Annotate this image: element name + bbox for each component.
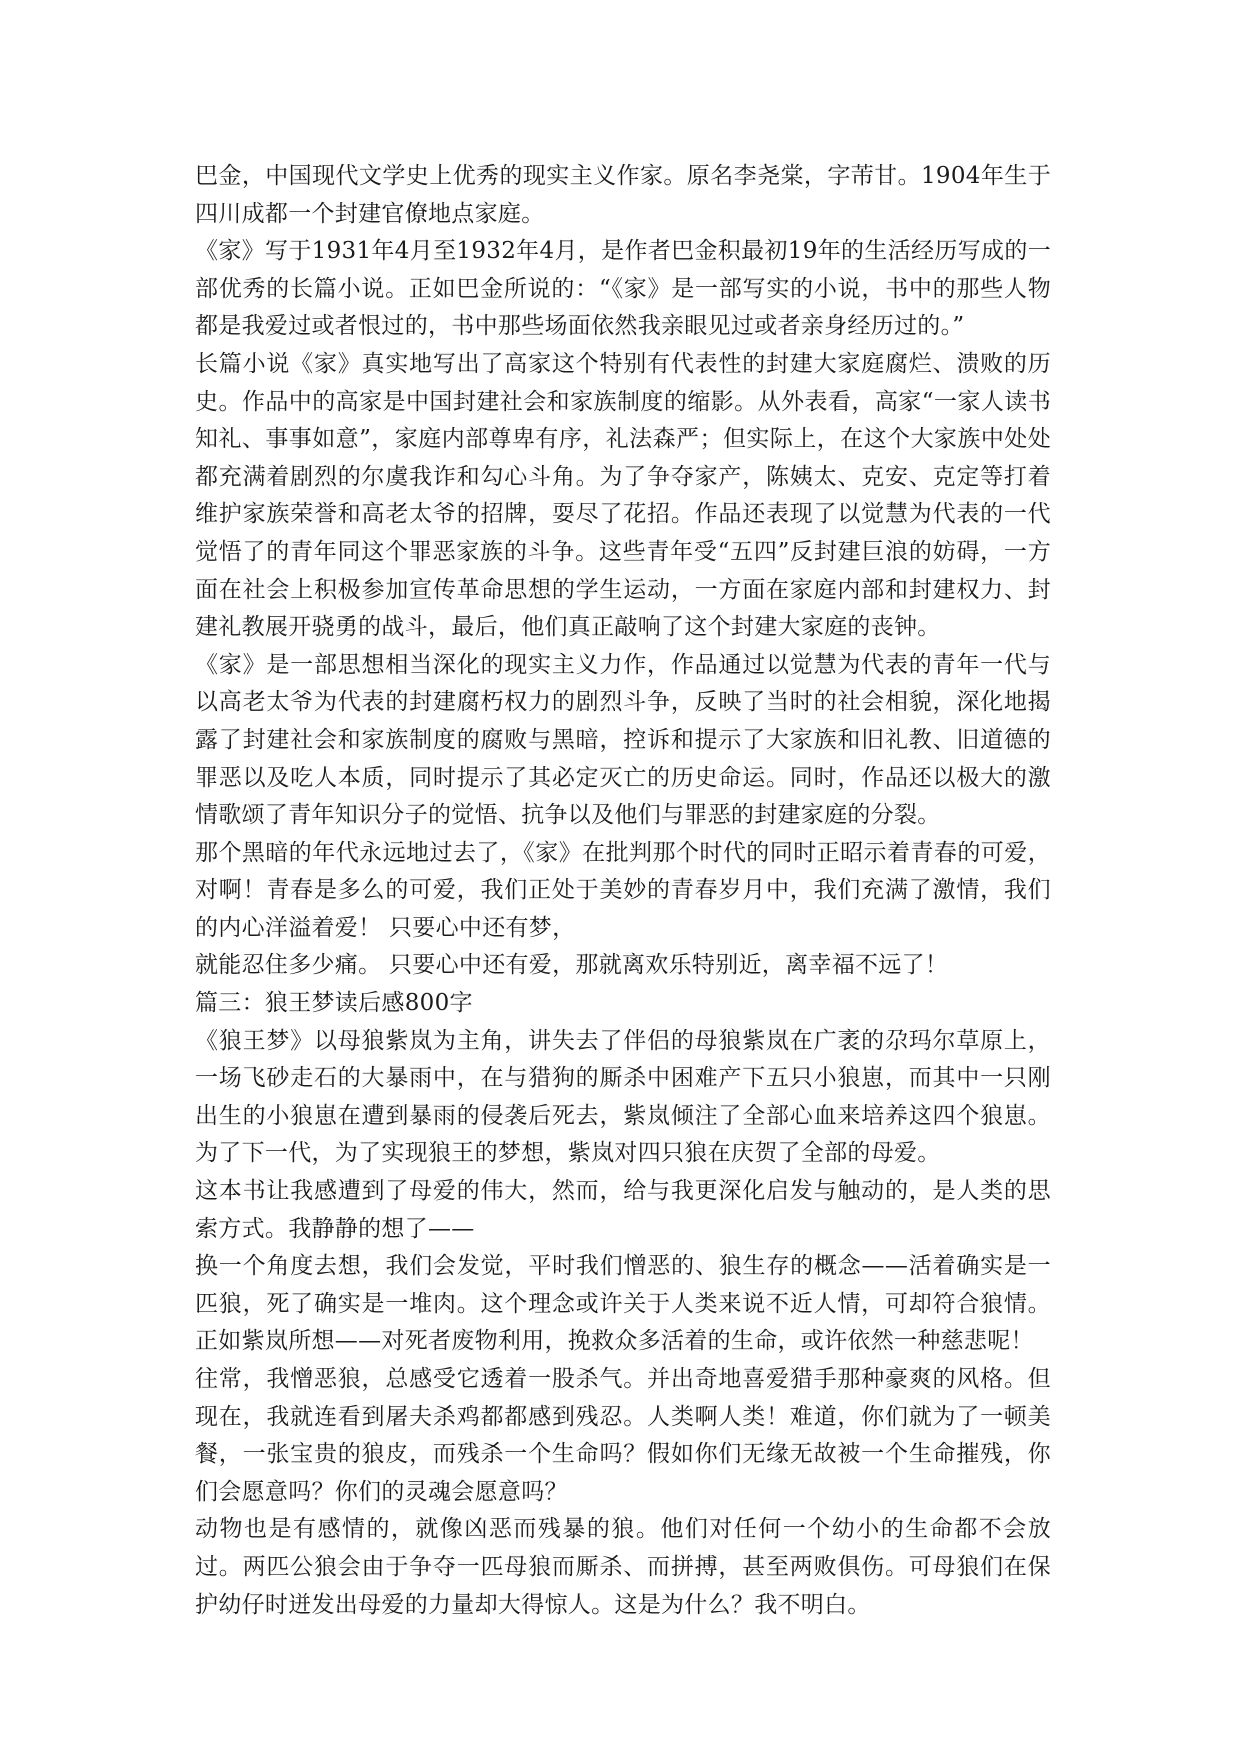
paragraph: 《家》写于1931年4月至1932年4月，是作者巴金积最初19年的生活经历写成的一部优秀的长篇小说。正如巴金所说的：“《家》是一部写实的小说，书中的那些人物都是我爱过或者恨过的，书中那些场面依然我亲眼见过或者亲身经历过的。”	[195, 238, 1051, 340]
paragraph: 这本书让我感遭到了母爱的伟大，然而，给与我更深化启发与触动的，是人类的思索方式。我静静的想了——	[195, 1178, 1051, 1242]
paragraph: 巴金，中国现代文学史上优秀的现实主义作家。原名李尧棠，字芾甘。1904年生于四川成都一个封建官僚地点家庭。	[195, 163, 1051, 227]
document-body	[195, 158, 1051, 1624]
paragraph: 换一个角度去想，我们会发觉，平时我们憎恶的、狼生存的概念——活着确实是一匹狼，死了确实是一堆肉。这个理念或许关于人类来说不近人情，可却符合狼情。正如紫岚所想——对死者废物利用，挽救众多活着的生命，或许依然一种慈悲呢！	[195, 1253, 1051, 1355]
paragraph: 《狼王梦》以母狼紫岚为主角，讲失去了伴侣的母狼紫岚在广袤的尕玛尔草原上，一场飞砂走石的大暴雨中，在与猎狗的厮杀中困难产下五只小狼崽，而其中一只刚出生的小狼崽在遭到暴雨的侵袭后死去，紫岚倾注了全部心血来培养这四个狼崽。为了下一代，为了实现狼王的梦想，紫岚对四只狼在庆贺了全部的母爱。	[195, 1027, 1051, 1167]
paragraph: 《家》是一部思想相当深化的现实主义力作，作品通过以觉慧为代表的青年一代与以高老太爷为代表的封建腐朽权力的剧烈斗争，反映了当时的社会相貌，深化地揭露了封建社会和家族制度的腐败与黑暗，控诉和提示了大家族和旧礼教、旧道德的罪恶以及吃人本质，同时提示了其必定灭亡的历史命运。同时，作品还以极大的激情歌颂了青年知识分子的觉悟、抗争以及他们与罪恶的封建家庭的分裂。	[195, 651, 1051, 829]
paragraph: 那个黑暗的年代永远地过去了，《家》在批判那个时代的同时正昭示着青春的可爱，对啊！青春是多么的可爱，我们正处于美妙的青春岁月中，我们充满了激情，我们的内心洋溢着爱！ 只要心中还有梦，	[195, 839, 1051, 941]
paragraph: 长篇小说《家》真实地写出了高家这个特别有代表性的封建大家庭腐烂、溃败的历史。作品中的高家是中国封建社会和家族制度的缩影。从外表看，高家“一家人读书知礼、事事如意”，家庭内部尊卑有序，礼法森严；但实际上，在这个大家族中处处都充满着剧烈的尔虞我诈和勾心斗角。为了争夺家产，陈姨太、克安、克定等打着维护家族荣誉和高老太爷的招牌，耍尽了花招。作品还表现了以觉慧为代表的一代觉悟了的青年同这个罪恶家族的斗争。这些青年受“五四”反封建巨浪的妨碍，一方面在社会上积极参加宣传革命思想的学生运动，一方面在家庭内部和封建权力、封建礼教展开骁勇的战斗，最后，他们真正敲响了这个封建大家庭的丧钟。	[195, 350, 1051, 641]
paragraph: 往常，我憎恶狼，总感受它透着一股杀气。并出奇地喜爱猎手那种豪爽的风格。但现在，我就连看到屠夫杀鸡都都感到残忍。人类啊人类！难道，你们就为了一顿美餐，一张宝贵的狼皮，而残杀一个生命吗？假如你们无缘无故被一个生命摧残，你们会愿意吗？你们的灵魂会愿意吗？	[195, 1366, 1051, 1505]
section-heading: 篇三：狼王梦读后感800字	[195, 990, 473, 1017]
paragraph: 动物也是有感情的，就像凶恶而残暴的狼。他们对任何一个幼小的生命都不会放过。两匹公狼会由于争夺一匹母狼而厮杀、而拼搏，甚至两败俱伤。可母狼们在保护幼仔时迸发出母爱的力量却大得惊人。这是为什么？我不明白。	[195, 1516, 1051, 1618]
paragraph: 就能忍住多少痛。 只要心中还有爱，那就离欢乐特别近，离幸福不远了！	[195, 952, 949, 979]
